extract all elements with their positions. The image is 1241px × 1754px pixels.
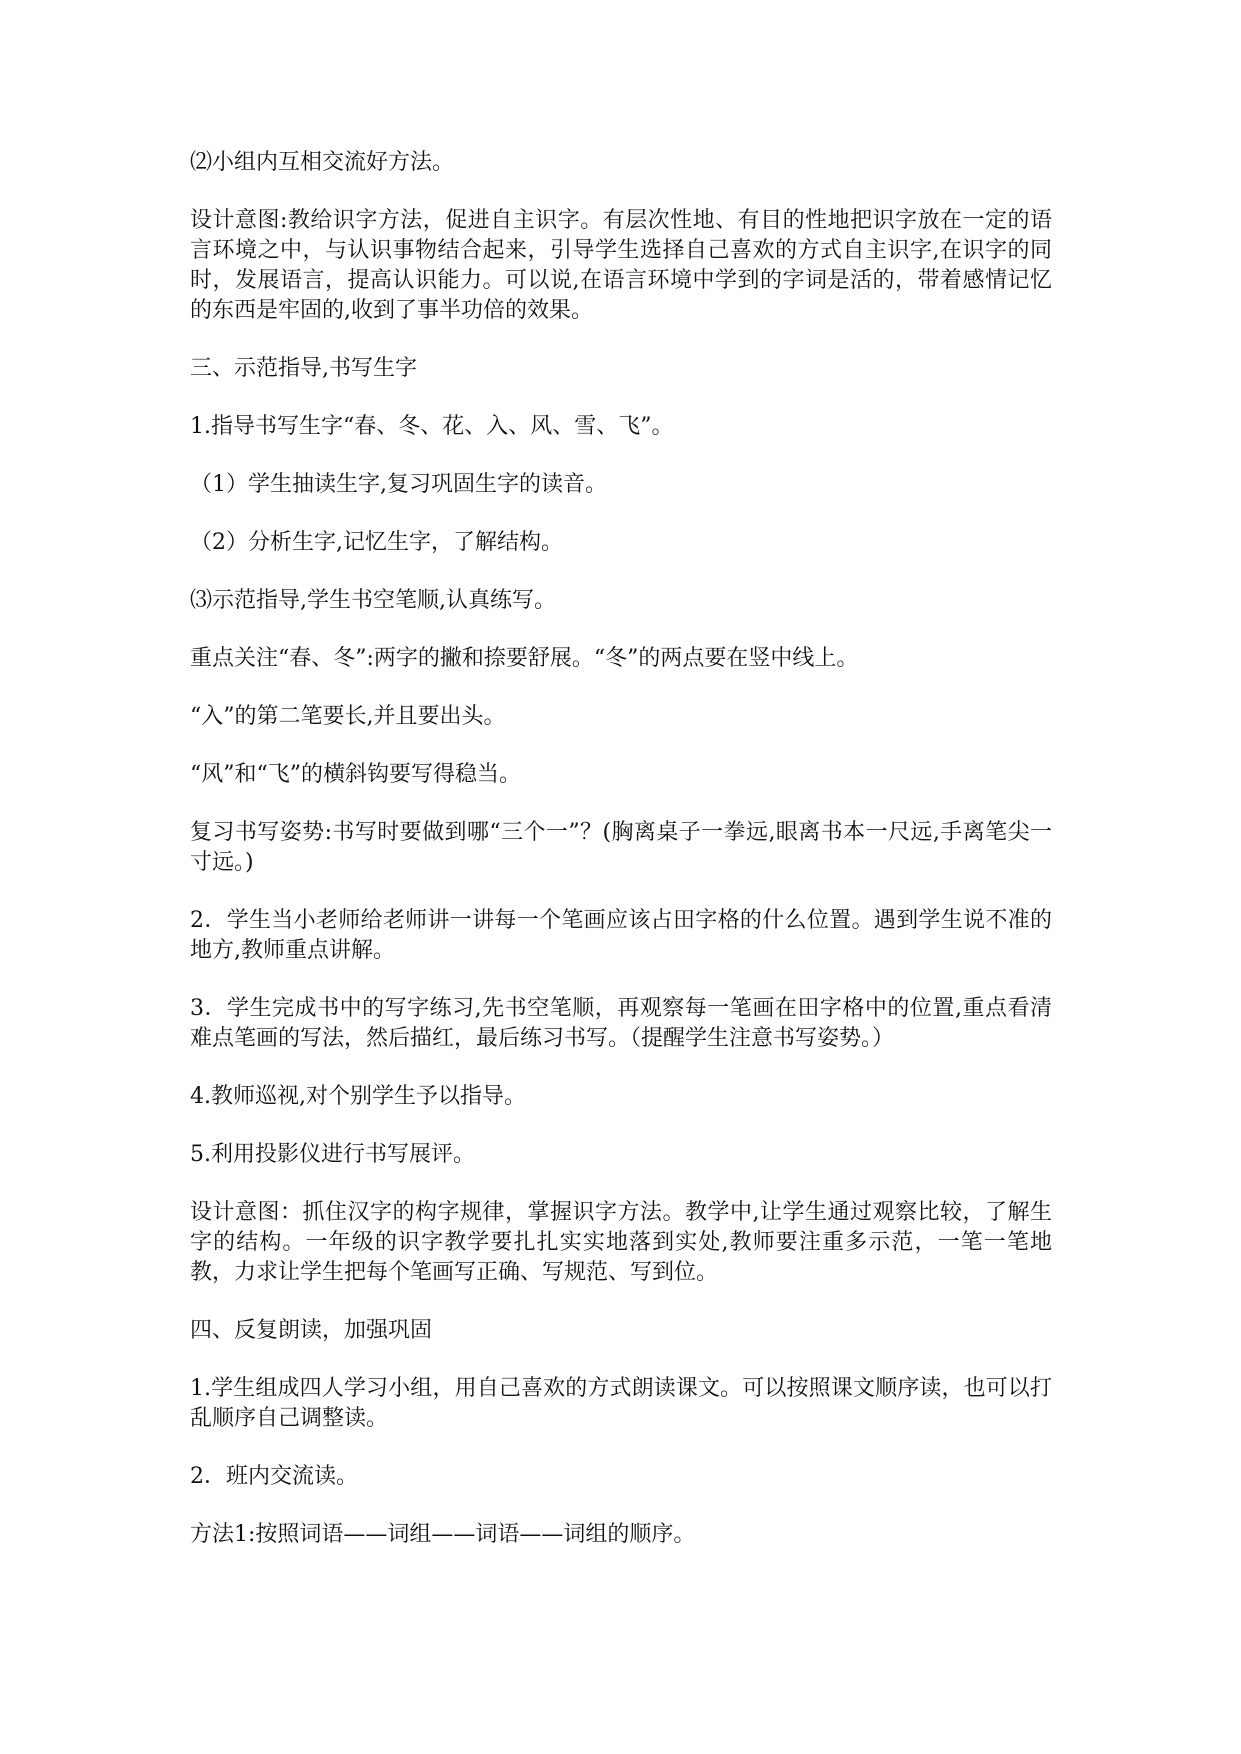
section-heading-4: 四、反复朗读，加强巩固 <box>190 1318 433 1343</box>
paragraph-focus-ru: “入”的第二笔要长,并且要出头。 <box>190 704 506 729</box>
section-heading-3: 三、示范指导,书写生字 <box>190 356 417 381</box>
paragraph-design-intent-1: 设计意图:教给识字方法，促进自主识字。有层次性地、有目的性地把识字放在一定的语言环境之中，与认识事物结合起来，引导学生选择自己喜欢的方式自主识字,在识字的同时，发展语言，提高认识能力。可以说,在语言环境中学到的字词是活的，带着感情记忆的东西是牢固的,收到了事半功倍的效果。 <box>190 208 1052 323</box>
paragraph-substep-2: （2）分析生字,记忆生字，了解结构。 <box>190 530 563 555</box>
paragraph-design-intent-2: 设计意图：抓住汉字的构字规律，掌握识字方法。教学中,让学生通过观察比较，了解生字的结构。一年级的识字教学要扎扎实实地落到实处,教师要注重多示范，一笔一笔地教，力求让学生把每个笔画写正确、写规范、写到位。 <box>190 1200 1052 1285</box>
document-body <box>190 148 1052 1578</box>
paragraph-reading-step-2: 2．班内交流读。 <box>190 1464 358 1489</box>
paragraph-reading-step-1: 1.学生组成四人学习小组，用自己喜欢的方式朗读课文。可以按照课文顺序读，也可以打乱顺序自己调整读。 <box>190 1376 1052 1431</box>
paragraph-method-1: 方法1:按照词语——词组——词语——词组的顺序。 <box>190 1522 696 1547</box>
paragraph-step-1: 1.指导书写生字“春、冬、花、入、风、雪、飞”。 <box>190 414 674 439</box>
paragraph-step-2: 2．学生当小老师给老师讲一讲每一个笔画应该占田字格的什么位置。遇到学生说不准的地方,教师重点讲解。 <box>190 908 1052 963</box>
paragraph-substep-1: （1）学生抽读生字,复习巩固生字的读音。 <box>190 472 607 497</box>
paragraph-substep-3: ⑶示范指导,学生书空笔顺,认真练写。 <box>190 588 556 613</box>
paragraph-writing-posture: 复习书写姿势:书写时要做到哪“三个一”？(胸离桌子一拳远,眼离书本一尺远,手离笔尖一寸远。) <box>190 820 1052 875</box>
paragraph-step-5: 5.利用投影仪进行书写展评。 <box>190 1142 475 1167</box>
paragraph-group-discussion: ⑵小组内互相交流好方法。 <box>190 150 455 175</box>
paragraph-step-3: 3．学生完成书中的写字练习,先书空笔顺，再观察每一笔画在田字格中的位置,重点看清难点笔画的写法，然后描红，最后练习书写。（提醒学生注意书写姿势。） <box>190 996 1052 1051</box>
paragraph-focus-feng-fei: “风”和“飞”的横斜钩要写得稳当。 <box>190 762 521 787</box>
paragraph-step-4: 4.教师巡视,对个别学生予以指导。 <box>190 1084 526 1109</box>
paragraph-focus-chun-dong: 重点关注“春、冬”:两字的撇和捺要舒展。“冬”的两点要在竖中线上。 <box>190 646 859 671</box>
